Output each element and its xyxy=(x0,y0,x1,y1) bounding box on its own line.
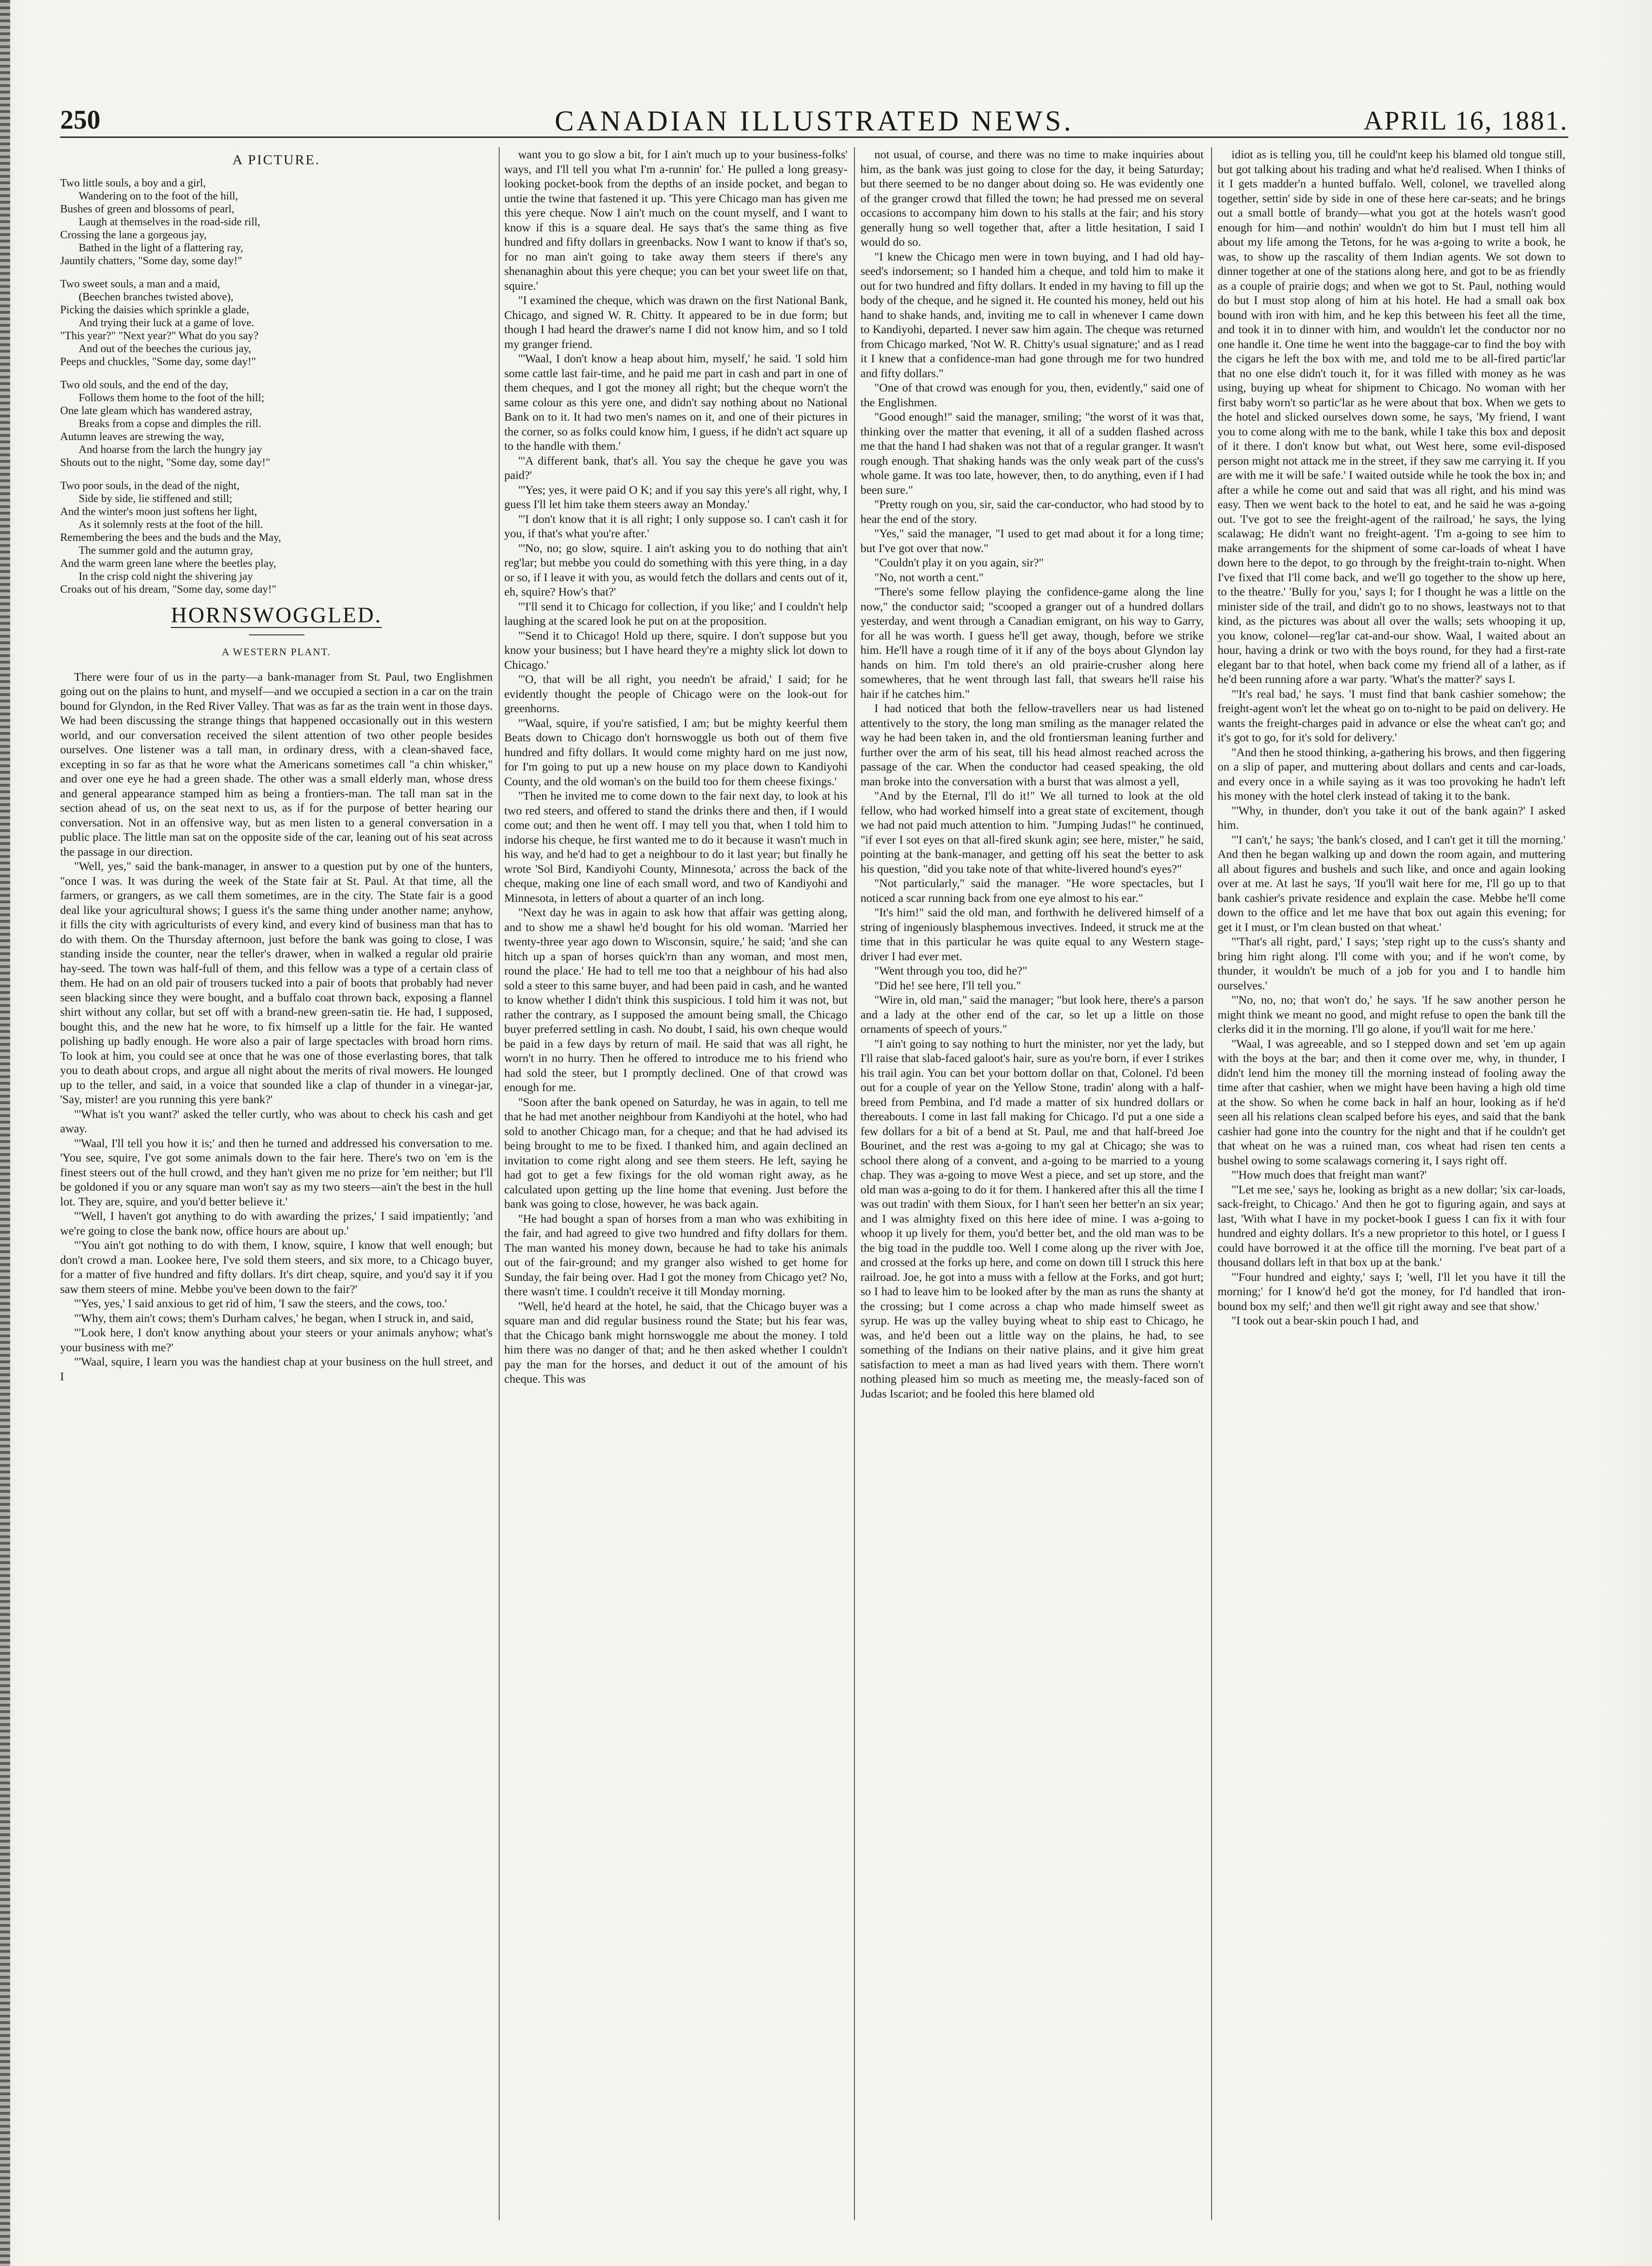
poem-stanza xyxy=(60,479,493,596)
story-paragraph: "'I'll send it to Chicago for collection, if you like;' and I couldn't help laughing at the scared look he put on at the proposition. xyxy=(504,599,848,627)
story-paragraph: "And then he stood thinking, a-gathering his brows, and then figgering on a slip of paper, and muttering about dollars and cents and car-loads, and every once in a while saying as it was too provoking he hadn't left his money with the hotel clerk instead of taking it to the bank. xyxy=(1218,745,1565,802)
story-paragraph: "I ain't going to say nothing to hurt the minister, nor yet the lady, but I'll raise that slab-faced galoot's hair, sure as you're born, if ever I strikes his trail agin. You can bet your bottom dollar on that, Colonel. I'd been out for a couple of year on the Yellow Stone, tradin' along with a half-breed from Pembina, and I'd made a matter of six hundred dollars or thereabouts. I come in last fall making for Chicago. I'd put a one side a few dollars for a bit of a bend at St. Paul, me and that half-breed Joe Bourinet, and the rest was a-going to my gal at Chicago; she was to school there along of a convent, and a-going to be married to a young chap. They was a-going to move West a piece, and set up store, and the old man was a-going to do it for them. I hankered after this all the time I was out tradin' with them Sioux, for I han't seen her better'n an six year; and I was almighty fixed on this here idee of mine. I was a-going to whoop it up lively for them, you'd better bet, and the old man was to be the big toad in the puddle too. Well I come along up the river with Joe, and crossed at the forks up here, and come on down till I struck this here railroad. Joe, he got into a muss with a fellow at the Forks, and got hurt; so I had to leave him to be looked after by the man as runs the shanty at the crossing; but I come across a chap who made himself sweet as syrup. He was up the valley buying wheat to ship east to Chicago, he was, and he'd been out a little way on the plains, he had, to see something of the Indians on their native plains, and it give him great satisfaction to meet a man as had lived years with them. There worn't nothing pleased him so much as meeting me, the measly-faced son of Judas Iscariot; and he fooled this here blamed old xyxy=(860,1037,1204,1400)
story-paragraph: "'It's real bad,' he says. 'I must find that bank cashier somehow; the freight-agent won't let the wheat go on to-night to be paid on delivery. He wants the freight-charges paid in advance or else the wheat can't go; and it's got to go, for it's sold for delivery.' xyxy=(1218,687,1565,744)
story-paragraph: I had noticed that both the fellow-travellers near us had listened attentively to the story, the long man smiling as the manager related the way he had been taken in, and the old frontiersman leaning further and further over the arm of his seat, till his head almost reached across the passage of the car. When the conductor had ceased speaking, the old man broke into the conversation with a burst that was almost a yell, xyxy=(860,702,1204,788)
poem-line: And trying their luck at a game of love. xyxy=(79,317,254,329)
masthead-title: CANADIAN ILLUSTRATED NEWS. xyxy=(554,106,1074,137)
column-separator xyxy=(1211,147,1212,2220)
poem-line: Two old souls, and the end of the day, xyxy=(60,379,229,391)
story-paragraph: "Went through you too, did he?" xyxy=(874,964,1027,977)
poem-line: "This year?" "Next year?" What do you say? xyxy=(60,329,259,342)
story-paragraph: "I took out a bear-skin pouch I had, and xyxy=(1231,1314,1419,1327)
poem-line: Peeps and chuckles, "Some day, some day!" xyxy=(60,355,256,368)
story-paragraph: "'What is't you want?' asked the teller curtly, who was about to check his cash and get away. xyxy=(60,1107,493,1135)
column-4 xyxy=(1218,147,1565,2229)
story-paragraph: "Waal, I was agreeable, and so I stepped down and set 'em up again with the boys at the bar; and then it come over me, why, in thunder, I didn't lend him the money till the morning instead of fooling away the time after that cashier, when we might have been having a high old time at the show. So when he come back in half an hour, looking as if he'd seen all his relations clean scalped before his eyes, and said that the bank cashier had gone into the country for the night and that if he couldn't get that wheat on he was a ruined man, cos wheat had risen ten cents a bushel owing to some scalawags cornering it, I says right off. xyxy=(1218,1037,1565,1167)
poem-stanza xyxy=(60,278,493,368)
page-binding-edge xyxy=(0,0,10,2266)
poem-line: Crossing the lane a gorgeous jay, xyxy=(60,229,207,241)
poem-line: Wandering on to the foot of the hill, xyxy=(79,190,238,202)
page-number: 250 xyxy=(60,105,100,135)
story-paragraph: "I examined the cheque, which was drawn on the first National Bank, Chicago, and signed W. R. Chitty. It appeared to be in due form; but though I had heard the drawer's name I did not know him, and so I told my granger friend. xyxy=(504,293,848,351)
story-subtitle: A WESTERN PLANT. xyxy=(222,646,331,658)
poem-line: Breaks from a copse and dimples the rill. xyxy=(79,417,261,430)
poem-line: Shouts out to the night, "Some day, some day!" xyxy=(60,456,271,469)
column-separator xyxy=(499,147,500,2220)
story-paragraph: "'No, no; go slow, squire. I ain't asking you to do nothing that ain't reg'lar; but mebbe you could do something with this yere thing, in a day or so, if I leave it with you, as would fetch the dollars and cents out of it, eh, squire? How's that?' xyxy=(504,541,848,598)
poem-line: Remembering the bees and the buds and the May, xyxy=(60,531,281,544)
story-paragraph: "Well, yes," said the bank-manager, in answer to a question put by one of the hunters, "once I was. It was during the week of the State fair at St. Paul. At that time, all the farmers, or grangers, as we call them sometimes, are in the city. The State fair is a good deal like your agricultural shows; I guess it's the same thing under another name; anyhow, it fills the city with agriculturists of every kind, and every kind of business man that has to do with them. On the Thursday afternoon, just before the bank was going to close, I was standing inside the counter, near the teller's drawer, when in walked a regular old prairie hay-seed. The town was half-full of them, and this fellow was a type of a certain class of them. He had on an old pair of trousers tucked into a pair of boots that probably had never seen blacking since they were bought, and a buffalo coat thrown back, exposing a flannel shirt without any collar, but set off with a brand-new green-satin tie. He had, I supposed, bought this, and the new hat he wore, to fix himself up a little for the fair. He wanted polishing up badly enough. He wore also a pair of large spectacles with broad horn rims. To look at him, you could see at once that he was one of those everlasting bores, that talk you to death about crops, and argue all night about the merits of rival mowers. He lounged up to the teller, and said, in a voice that sounded like a clap of thunder in a vinegar-jar, 'Say, mister! are you running this yere bank?' xyxy=(60,859,493,1106)
poem-body xyxy=(60,177,493,596)
story-title: HORNSWOGGLED. xyxy=(171,602,382,627)
story-column-1-text xyxy=(60,670,493,1384)
poem-line: In the crisp cold night the shivering jay xyxy=(79,570,253,583)
poem-stanza xyxy=(60,177,493,267)
header-rule xyxy=(60,137,1568,138)
story-paragraph: not usual, of course, and there was no time to make inquiries about him, as the bank was just going to close for the day, it being Saturday; but there seemed to be no danger about doing so. He was evidently one of the granger crowd that filled the town; he had pressed me on several occasions to accompany him down to his stalls at the fair; and his story generally hung so well together that, after a little hesitation, I said I would do so. xyxy=(860,148,1204,248)
story-paragraph: "Well, he'd heard at the hotel, he said, that the Chicago buyer was a square man and did regular business round the State; but his fear was, that the Chicago bank might hornswoggle me about the money. I told him there was no danger of that; and he then asked whether I couldn't pay the man for the horses, and deduct it out of the amount of his cheque. This was xyxy=(504,1299,848,1385)
poem-line: The summer gold and the autumn gray, xyxy=(79,544,253,557)
story-paragraph: "'Waal, I don't know a heap about him, myself,' he said. 'I sold him some cattle last fair-time, and he paid me part in cash and part in one of them cheques, and I got the money all right; but the cheque worn't the same colour as this yere one, and didn't say nothing about no National Bank on to it. It had two men's names on it, and one of their pictures in the corner, so as folks could know him, I guess, if he didn't act square up to the handle with them.' xyxy=(504,352,848,453)
story-paragraph: "Then he invited me to come down to the fair next day, to look at his two red steers, and offered to stand the drinks there and then, if I would come out; and then he went off. I may tell you that, when I told him to indorse his cheque, he first wanted me to do it because it wasn't much in his way, and he'd had to get a neighbour to do it last year; but finally he wrote 'Sol Bird, Kandiyohi County, Minnesota,' across the back of the cheque, making one line of each small word, and two of Kandiyohi and Minnesota, in letters of about a quarter of an inch long. xyxy=(504,789,848,905)
story-paragraph: want you to go slow a bit, for I ain't much up to your business-folks' ways, and I'll tell you what I'm a-runnin' for.' He pulled a long greasy-looking pocket-book from the depths of an inside pocket, and began to untie the twine that fastened it up. 'This yere Chicago man has given me this yere cheque. Now I ain't much on the count myself, and I want to know if this is a square deal. He says that's the same thing as five hundred and fifty dollars in greenbacks. Now I want to know if that's so, for no man ain't going to take away them steers if there's any shenanaghin about this yere cheque; you can bet your sweet life on that, squire.' xyxy=(504,148,848,292)
story-paragraph: "'Let me see,' says he, looking as bright as a new dollar; 'six car-loads, sack-freight, to Chicago.' And then he got to figuring again, and says at last, 'With what I have in my pocket-book I guess I can fix it with four hundred and eighty dollars. It's a new proprietor to this hotel, or I guess I could have borrowed it at the office till the morning. I've beat part of a thousand dollars left in that box up at the bank.' xyxy=(1218,1182,1565,1269)
poem-line: Picking the daisies which sprinkle a glade, xyxy=(60,304,249,316)
poem-line: And the winter's moon just softens her light, xyxy=(60,505,257,518)
story-paragraph: "'Look here, I don't know anything about your steers or your animals anyhow; what's your business with me?' xyxy=(60,1326,493,1354)
story-paragraph: "'I can't,' he says; 'the bank's closed, and I can't get it till the morning.' And then he began walking up and down the room again, and muttering all about figures and bushels and such like, and once and again looking over at me. At last he says, 'If you'll wait here for me, I'll go up to that bank cashier's private residence and explain the case. Mebbe he'll come down to the office and let me have that box out again this evening; for get it I must, or I'm clean busted on that wheat.' xyxy=(1218,832,1565,934)
poem-line: Side by side, lie stiffened and still; xyxy=(79,492,233,505)
story-paragraph: "And by the Eternal, I'll do it!" We all turned to look at the old fellow, who had worked himself into a great state of excitement, though we had not paid much attention to him. "Jumping Judas!" he continued, "if ever I sot eyes on that all-fired skunk agin; see here, mister," he said, pointing at the bank-manager, and getting off his seat the better to ask his question, "did you take note of that white-livered hound's eyes?" xyxy=(860,789,1204,875)
story-paragraph: "'Yes; yes, it were paid O K; and if you say this yere's all right, why, I guess I'll let him take them steers away an Monday.' xyxy=(504,483,848,511)
column-2 xyxy=(504,147,848,2229)
story-paragraph: "There's some fellow playing the confidence-game along the line now," the conductor said; "scooped a granger out of a hundred dollars yesterday, and went through a Canadian emigrant, on his way to Garry, for all he was worth. I guess he'll get away, though, before we strike him. He'll have a rough time of it if any of the boys about Glyndon lay hands on him. I'm told there's an old prairie-crusher along here somewheres, that he went through last fall, that swears he'll raise his hair if he catches him." xyxy=(860,585,1204,701)
story-paragraph: "'That's all right, pard,' I says; 'step right up to the cuss's shanty and bring him right along. I'll come with you; and if he won't come, by thunder, it wouldn't be much of a job for you and I to handle him ourselves.' xyxy=(1218,935,1565,992)
poem-line: And out of the beeches the curious jay, xyxy=(79,342,251,355)
story-paragraph: "Not particularly," said the manager. "He wore spectacles, but I noticed a scar running back from one eye almost to his ear." xyxy=(860,876,1204,905)
story-paragraph: "'How much does that freight man want?' xyxy=(1231,1168,1427,1181)
story-paragraph: "Good enough!" said the manager, smiling; "the worst of it was that, thinking over the matter that evening, it all of a sudden flashed across me that the hand I had shaken was not that of a regular granger. It wasn't rough enough. That shaking hands was the only weak part of the cuss's whole game. It was too late, however, then, to do anything, even if I had been sure." xyxy=(860,410,1204,497)
column-3 xyxy=(860,147,1204,2229)
story-column-3-text xyxy=(860,147,1204,1401)
story-paragraph: "'I don't know that it is all right; I only suppose so. I can't cash it for you, if that's what you're after.' xyxy=(504,512,848,540)
poem-stanza xyxy=(60,379,493,469)
story-paragraph: "Next day he was in again to ask how that affair was getting along, and to show me a shawl he'd bought for his old woman. 'Married her twenty-three year ago down to Wisconsin, squire,' he said; 'and she can hitch up a span of horses quick'rn than any woman, and most men, round the place.' He had to tell me too that a neighbour of his had also sold a steer to this same buyer, and had been paid in cash, and he wanted to know whether I didn't think this suspicious. I told him it was not, but rather the contrary, as I supposed the amount being small, the Chicago buyer preferred settling in cash. No doubt, I said, his own cheque would be paid in a few days by return of mail. He said that was all right, he worn't in no hurry. Then he offered to introduce me to his friend who had sold the steer, but I promptly declined. One of that crowd was enough for me. xyxy=(504,906,848,1094)
poem-line: Bushes of green and blossoms of pearl, xyxy=(60,203,235,215)
story-paragraph: "'You ain't got nothing to do with them, I know, squire, I know that well enough; but don't crowd a man. Lookee here, I've sold them steers, and six more, to a Chicago buyer, for a matter of five hundred and fifty dollars. It's dirt cheap, squire, and you'd say it if you saw them steers of mine. Mebbe you've been down to the fair?' xyxy=(60,1238,493,1296)
story-paragraph: "'Send it to Chicago! Hold up there, squire. I don't suppose but you know your business; but I have heard they're a mighty slick lot down to Chicago.' xyxy=(504,628,848,671)
poem-line: Two poor souls, in the dead of the night, xyxy=(60,479,240,492)
story-paragraph: "No, not worth a cent." xyxy=(874,570,984,584)
poem-line: Jauntily chatters, "Some day, some day!" xyxy=(60,255,242,267)
story-paragraph: "Pretty rough on you, sir, said the car-conductor, who had stood by to hear the end of the story. xyxy=(860,497,1204,526)
story-paragraph: "'A different bank, that's all. You say the cheque he gave you was paid?' xyxy=(504,453,848,482)
story-paragraph: "'Why, in thunder, don't you take it out of the bank again?' I asked him. xyxy=(1218,803,1565,832)
poem-line: Croaks out of his dream, "Some day, some day!" xyxy=(60,583,277,596)
story-paragraph: "'O, that will be all right, you needn't be afraid,' I said; for he evidently thought the people of Chicago were on the look-out for greenhorns. xyxy=(504,672,848,715)
title-rule xyxy=(249,634,304,635)
poem-line: Two little souls, a boy and a girl, xyxy=(60,177,206,189)
story-paragraph: "'Yes, yes,' I said anxious to get rid of him, 'I saw the steers, and the cows, too.' xyxy=(74,1297,447,1310)
story-paragraph: "Yes," said the manager, "I used to get mad about it for a long time; but I've got over that now." xyxy=(860,527,1204,555)
column-separator xyxy=(854,147,855,2220)
story-column-2-text xyxy=(504,147,848,1386)
story-paragraph: "'Four hundred and eighty,' says I; 'well, I'll let you have it till the morning;' for I know'd he'd got the money, for I'd handled that iron-bound box my self;' and then we'll git right away and see that show.' xyxy=(1218,1270,1565,1313)
poem-line: Follows them home to the foot of the hill; xyxy=(79,391,265,404)
story-column-4-text xyxy=(1218,147,1565,1328)
story-paragraph: "It's him!" said the old man, and forthwith he delivered himself of a string of ingeniously blasphemous invectives. Indeed, it struck me at the time that in this particular he was quite equal to any Western stage-driver I had ever met. xyxy=(860,906,1204,963)
story-paragraph: idiot as is telling you, till he could'nt keep his blamed old tongue still, but got talking about his trading and what he'd realised. When I thinks of it I gets madder'n a hunted buffalo. Well, colonel, we travelled along together, settin' side by side in one of these here car-seats; and he brings out a small bottle of brandy—what you got at the hotels wasn't good enough for him—and nothin' wouldn't do him but I must tell him all about my life among the Tetons, for he was a-going to write a book, he was, to show up the rascality of them Indian agents. We sot down to dinner together at one of the stations along here, and got to be as friendly as a couple of prairie dogs; and when we got to St. Paul, nothing would do but I must stop along of him at his hotel. He had a small oak box bound with iron with him, and he kep this between his feet all the time, and took it in to dinner with him, and wouldn't let the conductor nor no one handle it. One time he went into the baggage-car to find the boy with the cigars he left the box with me, and told me to be all-fired partic'lar that no one else didn't touch it, for it was filled with money as he was using, buying up wheat for shipment to Chicago. No woman with her first baby worn't so partic'lar as he were about that box. When we gets to the hotel and slicked ourselves down some, he says, 'My friend, I want you to come along with me to the bank, while I take this box and deposit of it there. I don't know but what, out West here, some evil-disposed person might not attack me in the street, if they saw me carrying it. If you are with me it will be safe.' I waited outside while he took the box in; and after a while he come out and said that was all right, and his mind was easy. Then we went back to the hotel to eat, and he said he was a-going out. 'I've got to see the freight-agent of the railroad,' he says, the lying scalawag; He didn't want no freight-agent. 'I'm a-going to see him to make arrangements for the shipment of some car-loads of wheat I have down here to the depot, to go through by the freight-train to-night. When I've fixed that I'll come back, and we'll go together to the show up here, to the theatre.' 'Bully for you,' says I; for I thought he was a little on the minister side of the trail, and didn't go to no shows, leastways not to that kind, as the pictures was about all over the walls; sets whooping it up, you know, colonel—reg'lar cat-and-our show. Waal, I waited about an hour, having a drink or two with the boys round, for they had a first-rate elegant bar to that hotel, when back come my friend all of a lather, as if he'd been running afore a war party. 'What's the matter?' says I. xyxy=(1218,148,1565,686)
poem-line: And hoarse from the larch the hungry jay xyxy=(79,443,262,456)
poem-line: And the warm green lane where the beetles play, xyxy=(60,557,276,570)
story-paragraph: "'Well, I haven't got anything to do with awarding the prizes,' I said impatiently; 'and we're going to close the bank now, office hours are about up.' xyxy=(60,1209,493,1237)
story-paragraph: "He had bought a span of horses from a man who was exhibiting in the fair, and had agreed to give two hundred and fifty dollars for them. The man wanted his money down, because he had to take his animals out of the fair-ground; and my granger also wished to get home for Sunday, the fair being over. Had I got the money from Chicago yet? No, there wasn't time. I couldn't receive it till Monday morning. xyxy=(504,1211,848,1298)
poem-line: Laugh at themselves in the road-side rill, xyxy=(79,216,260,228)
story-paragraph: "Did he! see here, I'll tell you." xyxy=(874,978,1021,992)
page-header xyxy=(60,104,1568,137)
poem-line: Two sweet souls, a man and a maid, xyxy=(60,278,220,290)
story-paragraph: "'No, no, no; that won't do,' he says. 'If he saw another person he might think we meant no good, and might refuse to open the bank till the clerks did it in the morning. I'll go alone, if you'll wait for me here.' xyxy=(1218,993,1565,1036)
story-paragraph: "Soon after the bank opened on Saturday, he was in again, to tell me that he had met another neighbour from Kandiyohi at the hotel, who had sold to another Chicago man, for a cheque; and that he had advised its being brought to me to be fixed. I thanked him, and again declined an invitation to come right along and see them steers. He left, saying he had got to get a few fixings for the old woman right away, as he calculated upon getting up the line home that evening. Just before the bank was going to close, however, he was back again. xyxy=(504,1095,848,1211)
story-paragraph: "'Waal, squire, I learn you was the handiest chap at your business on the hull street, and I xyxy=(60,1355,493,1383)
poem-line: Bathed in the light of a flattering ray, xyxy=(79,242,243,254)
story-paragraph: "I knew the Chicago men were in town buying, and I had old hay-seed's indorsement; so I handed him a cheque, and told him to make it out for two hundred and fifty dollars. It ended in my having to fill up the body of the cheque, and he signed it. He counted his money, held out his hand to shake hands, and, inviting me to call in whenever I came down to Kandiyohi, departed. I never saw him again. The cheque was returned from Chicago marked, 'Not W. R. Chitty's usual signature;' and as I read it I knew that a confidence-man had gone through me for two hundred and fifty dollars." xyxy=(860,249,1204,380)
poem-line: As it solemnly rests at the foot of the hill. xyxy=(79,518,263,531)
story-paragraph: There were four of us in the party—a bank-manager from St. Paul, two Englishmen going out on the plains to hunt, and myself—and we occupied a section in a car on the train bound for Glyndon, in the Red River Valley. That was as far as the train went in those days. We had been discussing the strange things that happened occasionally out in this western world, and our conversation received the silent attention of two other people besides ourselves. One listener was a tall man, in ordinary dress, with a clean-shaved face, excepting in so far as that he wore what the Americans sometimes call "a chin whisker," and over one eye he had a green shade. The other was a small elderly man, whose dress and general appearance stamped him as being a frontiers-man. The tall man sat in the section ahead of us, on the seat next to us, as if for the purpose of better hearing our conversation. Not in an offensive way, but as men listen to a general conversation in a public place. The little man sat on the opposite side of the car, leaning out of his seat across the passage in our direction. xyxy=(60,670,493,858)
story-paragraph: "Wire in, old man," said the manager; "but look here, there's a parson and a lady at the other end of the car, so let up a little on those ornaments of speech of yours." xyxy=(860,993,1204,1036)
story-paragraph: "'Waal, squire, if you're satisfied, I am; but be mighty keerful them Beats down to Chicago don't hornswoggle us both out of them five hundred and fifty dollars. It would come mighty hard on me just now, for I'm going to put up a new house on my place down to Kandiyohi County, and the old woman's on the build too for them cheese fixings.' xyxy=(504,716,848,788)
story-paragraph: "One of that crowd was enough for you, then, evidently," said one of the Englishmen. xyxy=(860,381,1204,409)
poem-line: (Beechen branches twisted above), xyxy=(79,291,234,303)
story-paragraph: "Couldn't play it on you again, sir?" xyxy=(874,556,1044,569)
poem-line: One late gleam which has wandered astray, xyxy=(60,404,252,417)
poem-line: Autumn leaves are strewing the way, xyxy=(60,430,224,443)
poem-title: A PICTURE. xyxy=(232,152,321,168)
story-paragraph: "'Waal, I'll tell you how it is;' and then he turned and addressed his conversation to me. 'You see, squire, I've got some animals down to the fair here. There's two on 'em is the finest steers out of the hull crowd, and they han't given me no prize for 'em neither; but I'll be goldoned if you or any square man won't say as my two steers—ain't the best in the hull lot. They are, squire, and you'd better believe it.' xyxy=(60,1136,493,1208)
story-paragraph: "'Why, them ain't cows; them's Durham calves,' he began, when I struck in, and said, xyxy=(74,1311,474,1325)
issue-date: APRIL 16, 1881. xyxy=(1363,106,1568,136)
column-1 xyxy=(60,147,493,2229)
